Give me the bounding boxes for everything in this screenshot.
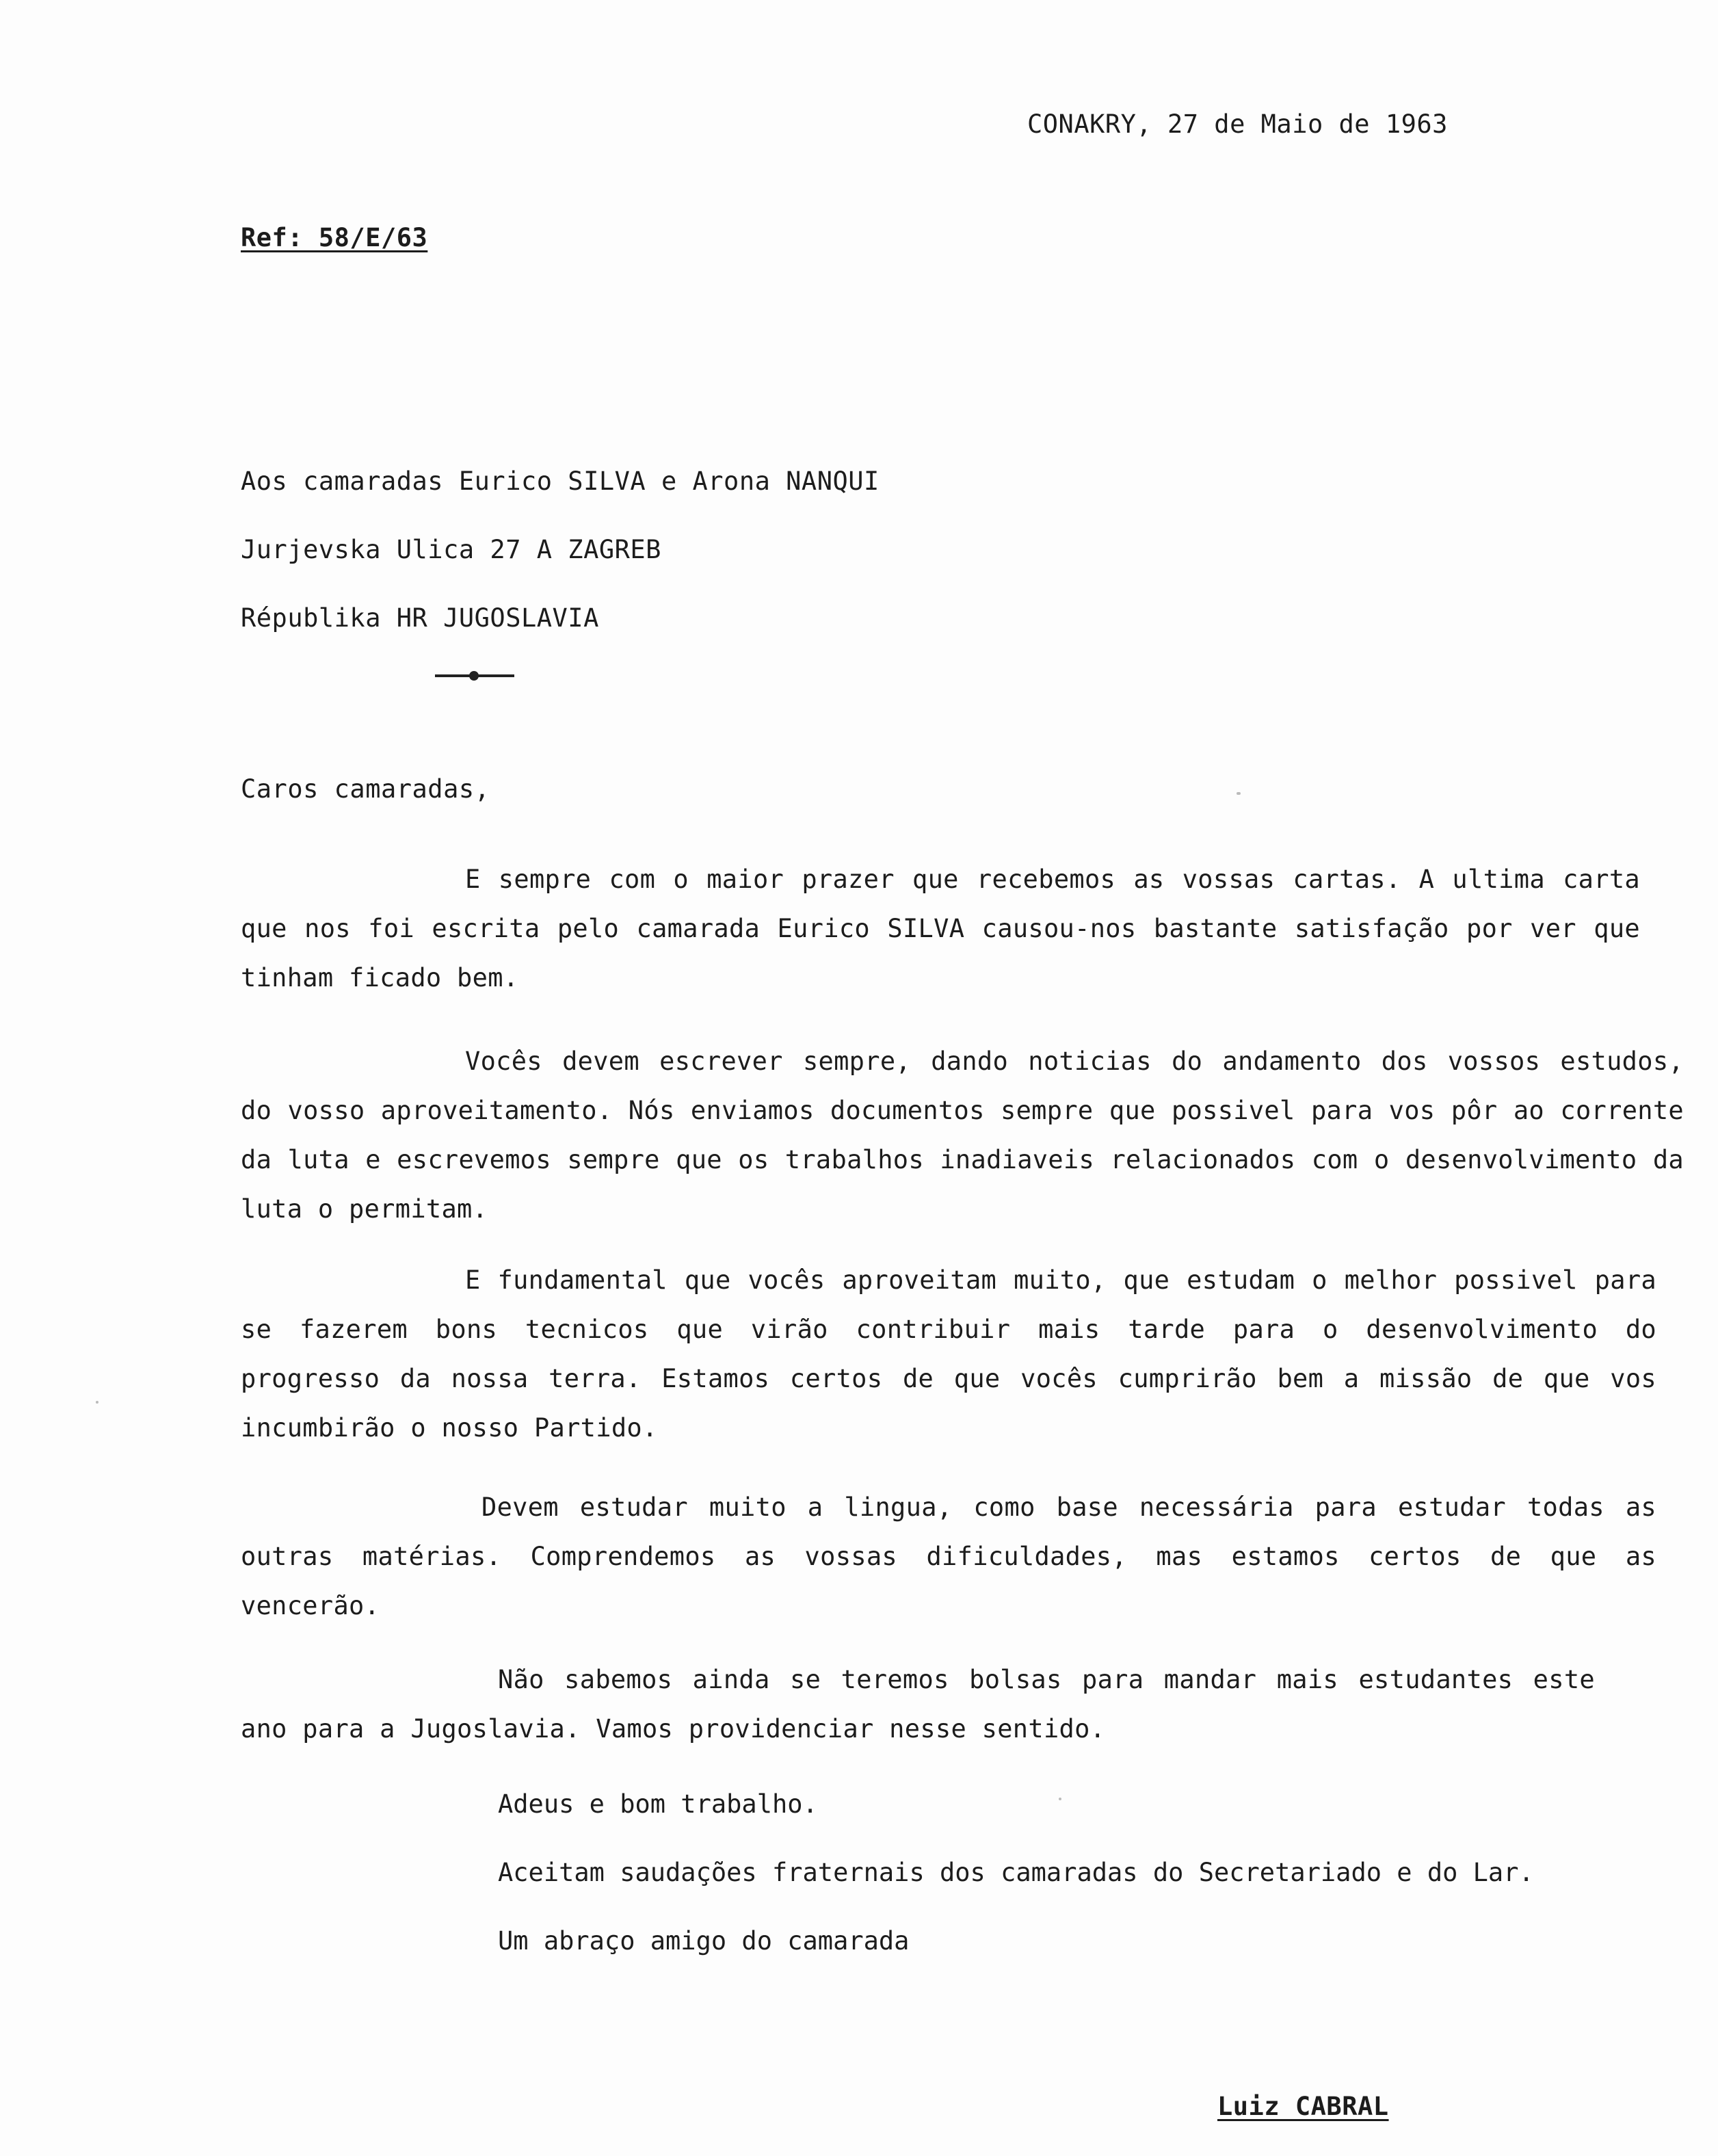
paragraph-1-text: E sempre com o maior prazer que recebemos as vossas cartas. A ultima carta que nos foi escrita pelo camarada Eurico SILVA causou-nos bastante satisfação por ver que tinham ficado bem. — [241, 865, 1640, 992]
place-date: CONAKRY, 27 de Maio de 1963 — [1027, 109, 1448, 139]
paragraph-3 — [241, 1256, 1656, 1453]
paper-speck — [96, 1401, 98, 1404]
closing-line-3: Um abraço amigo do camarada — [498, 1926, 910, 1956]
closing-line-2: Aceitam saudações fraternais dos camaradas do Secretariado e do Lar. — [498, 1858, 1534, 1887]
address-line-1: Aos camaradas Eurico SILVA e Arona NANQUI — [241, 466, 880, 496]
salutation: Caros camaradas, — [241, 774, 490, 804]
address-line-3: Républika HR JUGOSLAVIA — [241, 603, 599, 633]
paragraph-1 — [241, 855, 1640, 1003]
paragraph-2-text: Vocês devem escrever sempre, dando noticias do andamento dos vossos estudos, do vosso aproveitamento. Nós enviamos documentos sempre que possivel para vos pôr ao corrente da luta e escrevemos sempre que os trabalhos inadiaveis relacionados com o desenvolvimento da luta o permitam. — [241, 1047, 1684, 1224]
paragraph-5 — [241, 1655, 1595, 1754]
signature: Luiz CABRAL — [1217, 2092, 1389, 2121]
reference-number: Ref: 58/E/63 — [241, 223, 428, 252]
paragraph-4-text: Devem estudar muito a lingua, como base necessária para estudar todas as outras matérias. Comprendemos as vossas dificuldades, mas estamos certos de que as vencerão. — [241, 1493, 1656, 1620]
paragraph-5-text: Não sabemos ainda se teremos bolsas para mandar mais estudantes este ano para a Jugoslavia. Vamos providenciar nesse sentido. — [241, 1665, 1595, 1744]
paragraph-4 — [241, 1483, 1656, 1631]
paper-speck — [1059, 1798, 1061, 1800]
closing-line-1: Adeus e bom trabalho. — [498, 1789, 818, 1819]
paragraph-2 — [241, 1037, 1684, 1234]
separator-dot — [469, 671, 479, 681]
paper-speck — [1237, 792, 1241, 795]
paragraph-3-text: E fundamental que vocês aproveitam muito, que estudam o melhor possivel para se fazerem bons tecnicos que virão contribuir mais tarde para o desenvolvimento do progresso da nossa terra. Estamos certos de que vocês cumprirão bem a missão de que vos incumbirão o nosso Partido. — [241, 1265, 1656, 1443]
address-line-2: Jurjevska Ulica 27 A ZAGREB — [241, 535, 661, 564]
